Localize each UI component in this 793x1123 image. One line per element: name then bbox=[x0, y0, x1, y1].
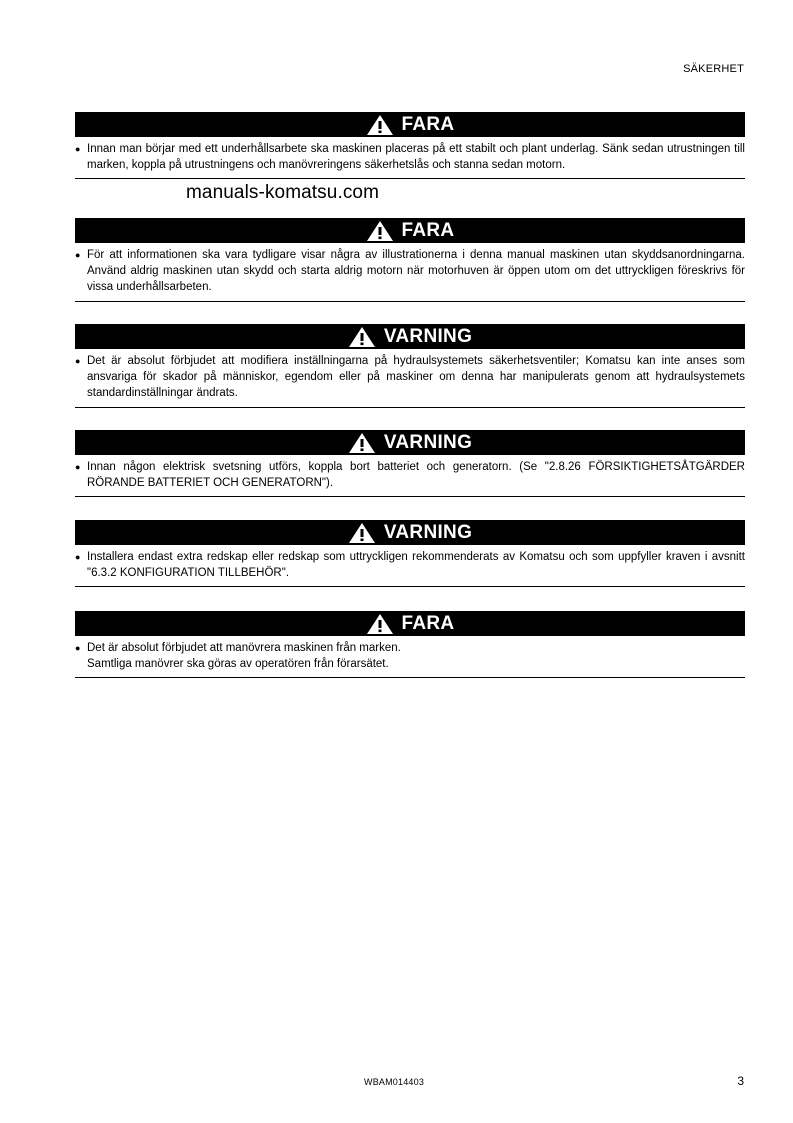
notice-title-bar bbox=[75, 218, 745, 243]
notice-title: FARA bbox=[401, 220, 455, 241]
danger-notice bbox=[75, 611, 745, 678]
bullet-icon: ● bbox=[75, 356, 81, 366]
notice-title: VARNING bbox=[383, 522, 473, 543]
notice-title-bar bbox=[75, 611, 745, 636]
notice-body bbox=[75, 455, 745, 496]
notice-text bbox=[87, 353, 745, 402]
notice-body bbox=[75, 349, 745, 407]
bullet-icon: ● bbox=[75, 643, 81, 653]
notice-text bbox=[87, 141, 745, 173]
document-code: WBAM014403 bbox=[364, 1077, 425, 1087]
warning-triangle-icon bbox=[366, 114, 394, 136]
notice-title: VARNING bbox=[383, 432, 473, 453]
bullet-icon: ● bbox=[75, 552, 81, 562]
notice-line: Samtliga manövrer ska göras av operatören från förarsätet. bbox=[87, 658, 389, 671]
warning-triangle-icon bbox=[348, 522, 376, 544]
danger-notice bbox=[75, 112, 745, 179]
notice-line: Installera endast extra redskap eller redskap som uttryckligen rekommenderats av Komatsu och som uppfyller kraven i avsnitt "6.3.2 KONFIGURATION TILLBEHÖR". bbox=[87, 551, 745, 580]
notice-body bbox=[75, 545, 745, 586]
warning-notice bbox=[75, 430, 745, 497]
danger-notice bbox=[75, 218, 745, 302]
bullet-icon: ● bbox=[75, 144, 81, 154]
notice-text bbox=[87, 459, 745, 491]
running-header: SÄKERHET bbox=[683, 63, 744, 75]
notice-title-bar bbox=[75, 324, 745, 349]
bullet-icon: ● bbox=[75, 250, 81, 260]
notice-line: Innan man börjar med ett underhållsarbete ska maskinen placeras på ett stabilt och plant underlag. Sänk sedan utrustningen till marken, koppla på utrustningens och manövreringens säkerhetslås och stanna sedan motorn. bbox=[87, 143, 745, 172]
notice-title: VARNING bbox=[383, 326, 473, 347]
bullet-icon: ● bbox=[75, 462, 81, 472]
notice-text bbox=[87, 549, 745, 581]
watermark: manuals-komatsu.com bbox=[186, 182, 380, 203]
notice-line: Det är absolut förbjudet att modifiera inställningarna på hydraulsystemets säkerhetsventiler; Komatsu kan inte anses som ansvariga för skador på människor, egendom eller på maskiner om denna har manipulerats genom att hydraulsystemets standardinställningar ändrats. bbox=[87, 355, 745, 400]
notice-body bbox=[75, 137, 745, 178]
notice-text bbox=[87, 640, 745, 672]
notice-title-bar bbox=[75, 112, 745, 137]
notice-body bbox=[75, 243, 745, 301]
notice-title-bar bbox=[75, 520, 745, 545]
notice-body bbox=[75, 636, 745, 677]
notice-title: FARA bbox=[401, 613, 455, 634]
notice-title-bar bbox=[75, 430, 745, 455]
warning-notice bbox=[75, 520, 745, 587]
notice-line: För att informationen ska vara tydligare visar några av illustrationerna i denna manual maskinen utan skyddsanordningarna. Använd aldrig maskinen utan skydd och starta aldrig motorn när motorhuven är öppen utom om det uttryckligen föreskrivs för vissa underhållsarbeten. bbox=[87, 249, 745, 294]
warning-triangle-icon bbox=[348, 432, 376, 454]
warning-triangle-icon bbox=[366, 613, 394, 635]
warning-triangle-icon bbox=[348, 326, 376, 348]
warning-notice bbox=[75, 324, 745, 408]
notice-text bbox=[87, 247, 745, 296]
page-number: 3 bbox=[737, 1074, 744, 1088]
notice-line: Det är absolut förbjudet att manövrera maskinen från marken. bbox=[87, 642, 401, 654]
notice-title: FARA bbox=[401, 114, 455, 135]
warning-triangle-icon bbox=[366, 220, 394, 242]
notice-line: Innan någon elektrisk svetsning utförs, koppla bort batteriet och generatorn. (Se "2.8.26 FÖRSIKTIGHETSÅTGÄRDER RÖRANDE BATTERIET OCH GENERATORN"). bbox=[87, 461, 745, 490]
